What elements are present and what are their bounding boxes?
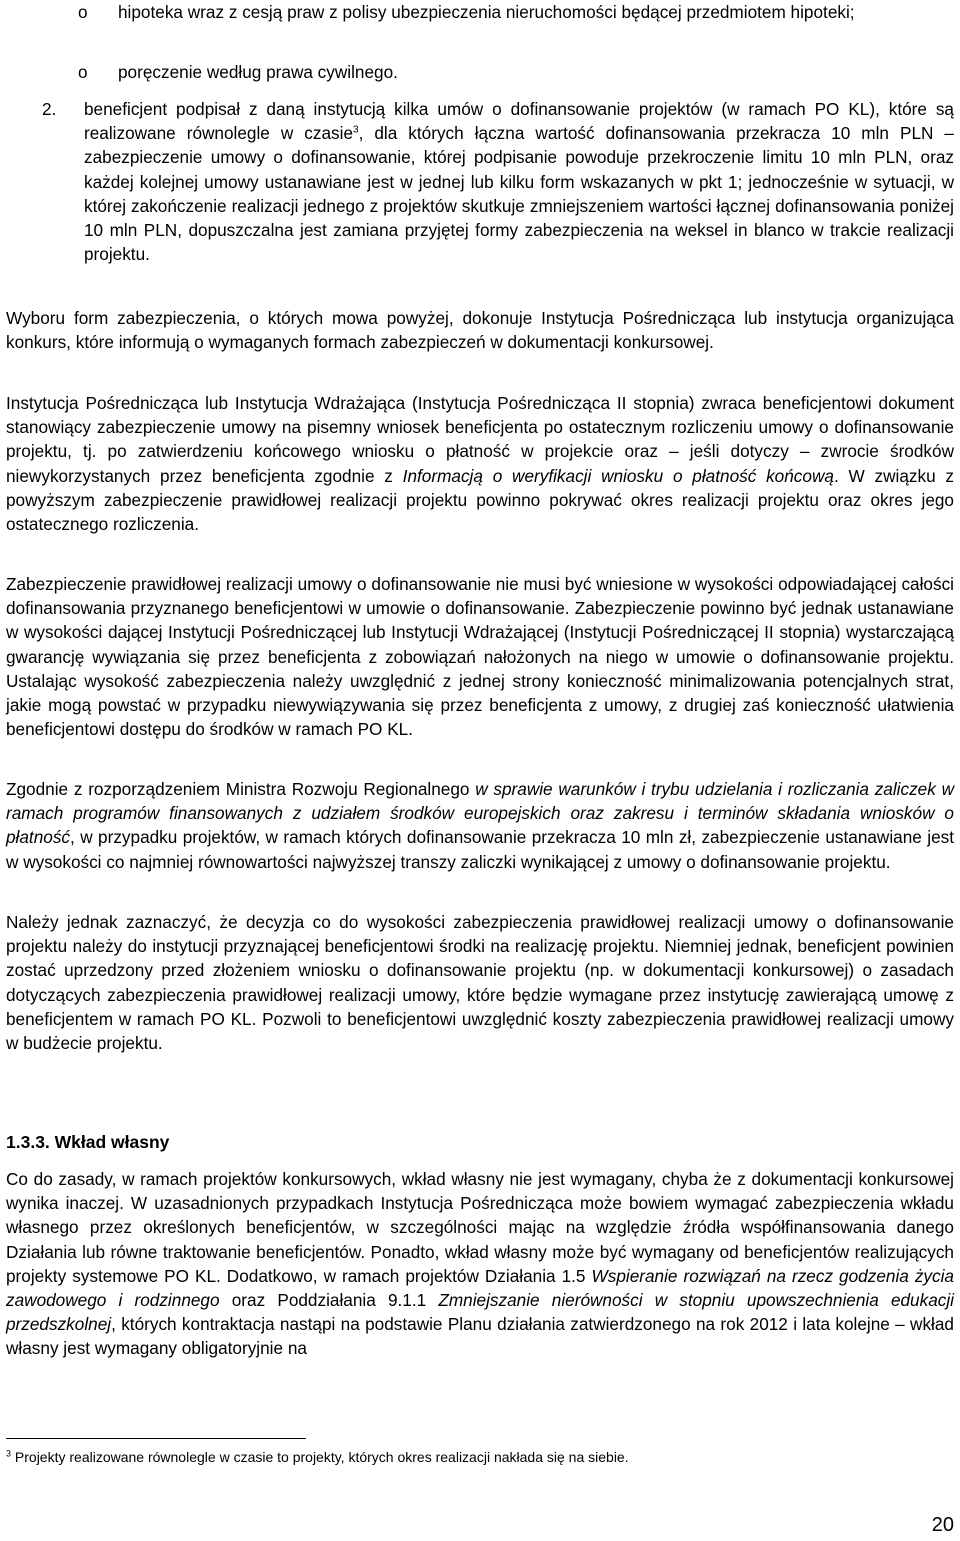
list-bullet: o [78,62,88,82]
paragraph [6,777,954,874]
numbered-item-text [84,97,954,266]
paragraph-text: Zgodnie z rozporządzeniem Ministra Rozwoju Regionalnego [6,779,476,799]
list-item-text: poręczenie według prawa cywilnego. [118,62,398,82]
footnote-text: Projekty realizowane równolegle w czasie to projekty, których okres realizacji nakłada się na siebie. [11,1449,629,1465]
paragraph-italic: Wspieranie rozwiązań na rzecz godzenia życia zawodowego i rodzinnego [6,1265,954,1311]
item-text-part: , dla których łączna wartość dofinansowania przekracza 10 mln PLN – zabezpieczenie umowy o dofinansowanie, której podpisanie powoduje przekroczenie limitu 10 mln PLN, oraz każdej kolejnej umowy ustanawiane jest w jednej lub kilku form wskazanych w pkt 1; jednocześnie w sytuacji, w której zakończenie realizacji jednego z projektów skutkuje zmniejszeniem wartości łącznej dofinansowania poniżej 10 mln PLN, dopuszczalna jest zamiana przyjętej formy zabezpieczenia na weksel in blanco w trakcie realizacji projektu. [84,123,954,265]
paragraph-text: Co do zasady, w ramach projektów konkursowych, wkład własny nie jest wymagany, chyba że z dokumentacji konkursowej wynika inaczej. W uzasadnionych przypadkach Instytucja Pośrednicząca może bowiem wymagać zabezpieczenia wkładu własnego przez określonych beneficjentów, w szczególności mając na względzie źródła współfinansowania danego Działania lub równe traktowanie beneficjentów. Ponadto, wkład własny może być wymagany od beneficjentów realizujących projekty systemowe PO KL. Dodatkowo, w ramach projektów Działania 1.5 [6,1169,954,1286]
paragraph: Należy jednak zaznaczyć, że decyzja co do wysokości zabezpieczenia prawidłowej realizacji umowy o dofinansowanie projektu należy do instytucji przyznającej beneficjentowi środki na realizację projektu. Niemniej jednak, beneficjent powinien zostać uprzedzony przed złożeniem wniosku o dofinansowanie projektu (np. w dokumentacji konkursowej) o zasadach dotyczących zabezpieczenia prawidłowej realizacji umowy, które będzie wymagane przez instytucję zawierającą umowę z beneficjentem w ramach PO KL. Pozwoli to beneficjentowi uwzględnić koszty zabezpieczenia prawidłowej realizacji umowy w budżecie projektu. [6,912,954,1054]
paragraph [6,1167,954,1361]
footnote-number: 3 [6,1448,12,1459]
paragraph-text: oraz Poddziałania 9.1.1 [219,1290,439,1311]
paragraph-text: . W związku z powyższym zabezpieczenie prawidłowej realizacji projektu powinno pokrywać okres realizacji projektu oraz okres jego ostatecznego rozliczenia. [6,465,955,535]
footnote-reference: 3 [353,124,359,136]
paragraph: Wyboru form zabezpieczenia, o których mowa powyżej, dokonuje Instytucja Pośrednicząca lub instytucja organizująca konkurs, które informują o wymaganych formach zabezpieczeń w dokumentacji konkursowej. [6,308,954,353]
footnote-divider [6,1438,306,1439]
paragraph-text: Instytucja Pośrednicząca lub Instytucja Wdrażająca (Instytucja Pośrednicząca II stopnia) zwraca beneficjentowi dokument stanowiący zabezpieczenie umowy na pisemny wniosek beneficjenta po ostatecznym rozliczeniu umowy o dofinansowanie projektu, tj. po zatwierdzeniu końcowego wniosku o płatność w projekcie oraz – jeśli dotyczy – zwrocie środków niewykorzystanych przez beneficjenta zgodnie z [6,393,954,486]
paragraph-text: , w przypadku projektów, w ramach których dofinansowanie przekracza 10 mln zł, zabezpieczenie ustanawiane jest w wysokości co najmniej równowartości najwyższej transzy zaliczki wynikającej z umowy o dofinansowanie projektu. [6,827,954,872]
paragraph-italic: Zmniejszanie nierówności w stopniu upowszechnienia edukacji przedszkolnej [6,1290,955,1335]
footnote [6,1448,954,1466]
paragraph [6,391,954,536]
paragraph: Zabezpieczenie prawidłowej realizacji umowy o dofinansowanie nie musi być wniesione w wysokości odpowiadającej całości dofinansowania przyznanego beneficjentowi w umowie o dofinansowanie. Zabezpieczenie powinno być jednak ustanawiane w wysokości dającej Instytucji Pośredniczącej lub Instytucji Wdrażającej (Instytucji Pośredniczącej II stopnia) wystarczającą gwarancję wywiązania się przez beneficjenta z zobowiązań nałożonych na niego w umowie o dofinansowanie projektu. Ustalając wysokość zabezpieczenia należy uwzględnić z jednej strony konieczność minimalizowania potencjalnych strat, jakie mogą powstać w przypadku niewywiązywania się przez beneficjenta z umowy, z drugiej zaś konieczność ułatwienia beneficjentowi dostępu do środków w ramach PO KL. [6,574,954,740]
list-item-text: hipoteka wraz z cesją praw z polisy ubezpieczenia nieruchomości będącej przedmiotem hipoteki; [118,2,855,22]
page-number: 20 [931,1514,954,1536]
paragraph-italic: w sprawie warunków i trybu udzielania i rozliczania zaliczek w ramach programów finansowanych z udziałem środków europejskich oraz zakresu i terminów składania wniosków o płatność [6,779,954,848]
item-number: 2. [42,99,57,119]
paragraph-text: , których kontraktacja nastąpi na podstawie Planu działania zatwierdzonego na rok 2012 i lata kolejne – wkład własny jest wymagany obligatoryjnie na [6,1314,954,1359]
list-bullet: o [78,2,88,22]
item-text-part: beneficjent podpisał z daną instytucją kilka umów o dofinansowanie projektów (w ramach PO KL), które są realizowane równolegle w czasie [84,99,954,144]
paragraph-italic: Informacją o weryfikacji wniosku o płatność końcową [402,465,834,486]
section-heading: 1.3.3. Wkład własny [6,1132,170,1152]
